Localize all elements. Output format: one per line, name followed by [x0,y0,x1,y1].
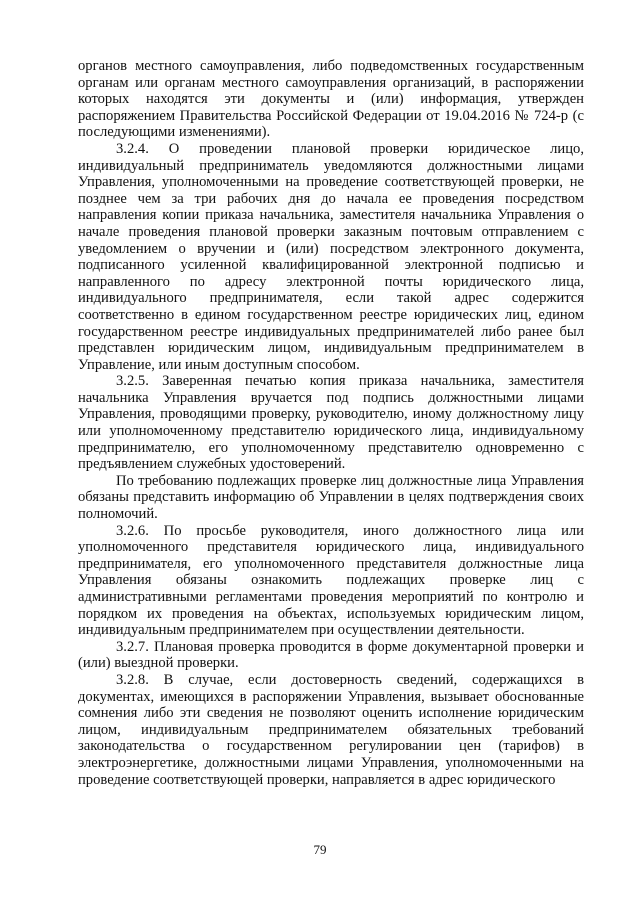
document-page [78,58,584,788]
paragraph-3-2-5: 3.2.5. Заверенная печатью копия приказа начальника, заместителя начальника Управления вручается под подпись должностными лицами Управления, проводящими проверку, руководителю, иному должностному лицу или уполномоченному представителю юридического лица, индивидуальному предпринимателю, его уполномоченному представителю одновременно с предъявлением служебных удостоверений. [78,373,584,473]
page-number: 79 [313,842,327,857]
paragraph-3-2-8: 3.2.8. В случае, если достоверность сведений, содержащихся в документах, имеющихся в распоряжении Управления, вызывает обоснованные сомнения либо эти сведения не позволяют оценить исполнение юридическим лицом, индивидуальным предпринимателем обязательных требований законодательства о государственном регулировании цен (тарифов) в электроэнергетике, должностными лицами Управления, уполномоченными на проведение соответствующей проверки, направляется в адрес юридического [78,671,584,788]
paragraph-continuation: органов местного самоуправления, либо подведомственных государственным органам или органам местного самоуправления организаций, в распоряжении которых находятся эти документы и (или) информация, утвержден распоряжением Правительства Российской Федерации от 19.04.2016 № 724-р (с последующими изменениями). [78,58,584,141]
paragraph-3-2-6: 3.2.6. По просьбе руководителя, иного должностного лица или уполномоченного представителя юридического лица, индивидуального предпринимателя, его уполномоченного представителя должностные лица Управления обязаны ознакомить подлежащих проверке лиц с административными регламентами проведения мероприятий по контролю и порядком их проведения на объектах, используемых юридическим лицом, индивидуальным предпринимателем при осуществлении деятельности. [78,522,584,639]
paragraph-3-2-7: 3.2.7. Плановая проверка проводится в форме документарной проверки и (или) выездной проверки. [78,638,584,672]
paragraph-3-2-4: 3.2.4. О проведении плановой проверки юридическое лицо, индивидуальный предприниматель уведомляются должностными лицами Управления, уполномоченными на проведение соответствующей проверки, не позднее чем за три рабочих дня до начала ее проведения посредством направления копии приказа начальника, заместителя начальника Управления о начале проведения плановой проверки заказным почтовым отправлением с уведомлением о вручении и (или) посредством электронного документа, подписанного усиленной квалифицированной электронной подписью и направленного по адресу электронной почты юридического лица, индивидуального предпринимателя, если такой адрес содержится соответственно в едином государственном реестре юридических лиц, едином государственном реестре индивидуальных предпринимателей либо ранее был представлен юридическим лицом, индивидуальным предпринимателем в Управление, или иным доступным способом. [78,140,584,373]
paragraph-requirement: По требованию подлежащих проверке лиц должностные лица Управления обязаны представить информацию об Управлении в целях подтверждения своих полномочий. [78,472,584,523]
